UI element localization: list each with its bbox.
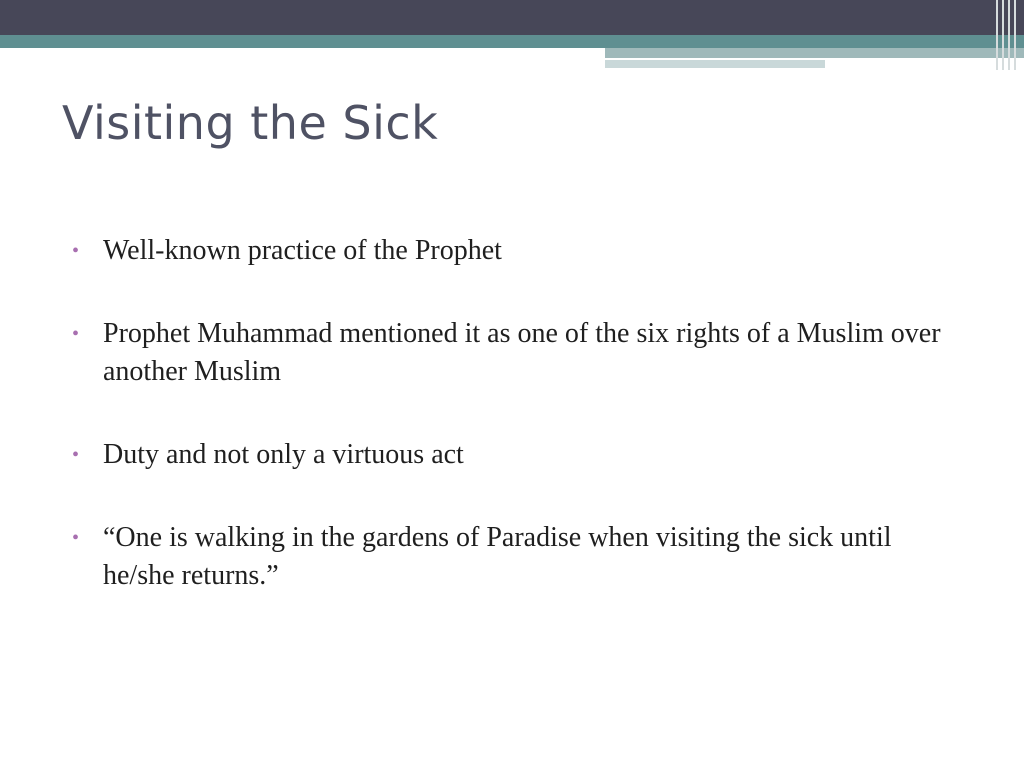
bullet-item [70, 232, 970, 270]
bullet-text: Duty and not only a virtuous act [103, 439, 464, 470]
header-accent-thin-bar [605, 60, 825, 68]
header-accent-bar [605, 48, 1024, 58]
bullet-marker: • [72, 527, 80, 549]
bullet-item [70, 315, 970, 391]
bullet-item [70, 436, 970, 474]
bullet-marker: • [72, 323, 80, 345]
header-stripes [990, 0, 1024, 70]
bullet-text: Well-known practice of the Prophet [103, 235, 502, 266]
header-dark-bar [0, 0, 1024, 35]
header-teal-bar [0, 35, 1024, 48]
bullet-marker: • [72, 240, 80, 262]
slide-title: Visiting the Sick [62, 96, 439, 150]
bullet-text: Prophet Muhammad mentioned it as one of the six rights of a Muslim over another Muslim [103, 318, 941, 387]
bullet-list [70, 232, 970, 640]
bullet-text: “One is walking in the gardens of Paradise when visiting the sick until he/she returns.” [103, 522, 892, 591]
bullet-item [70, 519, 970, 595]
bullet-marker: • [72, 444, 80, 466]
